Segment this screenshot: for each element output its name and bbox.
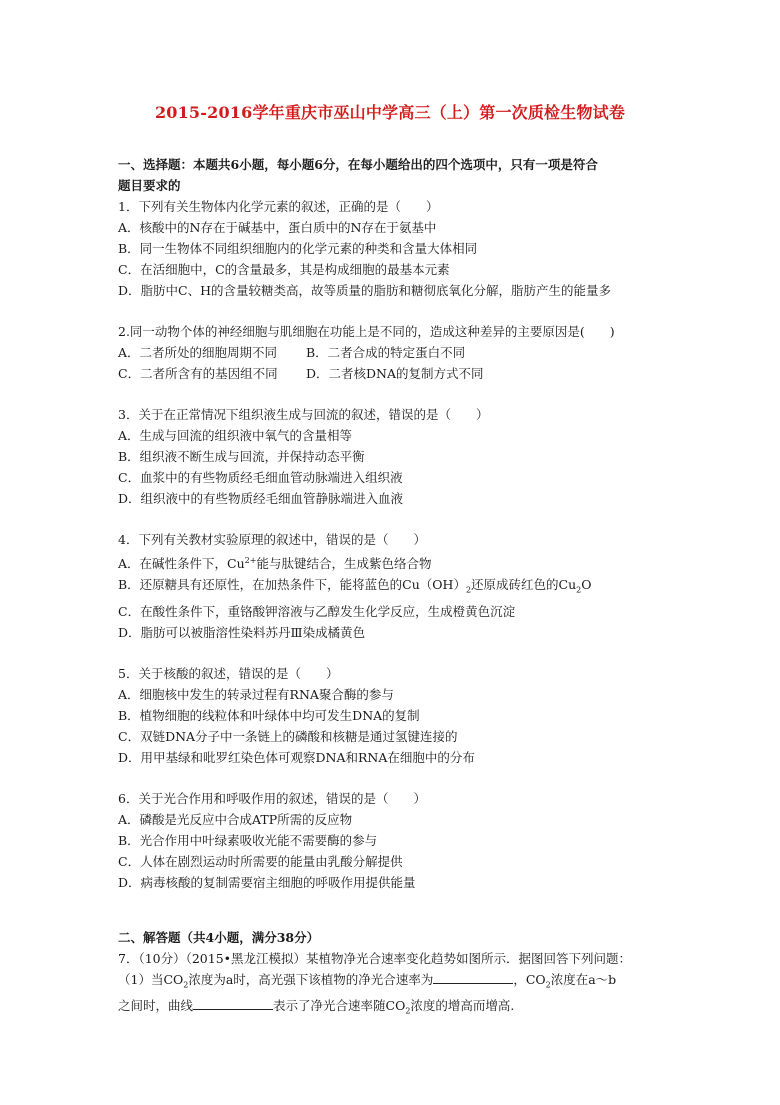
subscript: 2 bbox=[405, 1006, 411, 1016]
question-7-part1-text-d: 浓度在a～b bbox=[550, 971, 617, 987]
question-2-stem: 2.同一动物个体的神经细胞与肌细胞在功能上是不同的，造成这种差异的主要原因是( ) bbox=[118, 324, 615, 339]
question-2-options-row1 bbox=[118, 342, 678, 363]
question-3-option-b: B．组织液不断生成与回流，并保持动态平衡 bbox=[118, 449, 365, 464]
answer-blank[interactable] bbox=[193, 997, 273, 1010]
question-4-option-d: D．脂肪可以被脂溶性染料苏丹Ⅲ染成橘黄色 bbox=[118, 624, 366, 640]
question-7-part1 bbox=[118, 969, 678, 996]
question-5-option-a: A．细胞核中发生的转录过程有RNA聚合酶的参与 bbox=[118, 686, 394, 702]
subscript: 2 bbox=[576, 585, 582, 595]
question-7-part1-cont-text-c: 浓度的增高而增高. bbox=[410, 998, 515, 1014]
question-5-option-d: D．用甲基绿和吡罗红染色体可观察DNA和RNA在细胞中的分布 bbox=[118, 749, 475, 765]
question-7-part1-text-c: ，CO bbox=[513, 971, 546, 987]
question-2-option-b: B．二者合成的特定蛋白不同 bbox=[306, 345, 466, 360]
question-7-part1-cont-text-b: 表示了净光合速率随CO bbox=[273, 998, 406, 1014]
question-6-option-a: A．磷酸是光反应中合成ATP所需的反应物 bbox=[118, 811, 353, 827]
question-4-option-b-text-mid: 还原成砖红色的Cu bbox=[471, 577, 577, 593]
question-4 bbox=[118, 529, 678, 643]
question-2-options-row2 bbox=[118, 363, 678, 384]
question-1-option-d: D．脂肪中C、H的含量较糖类高，故等质量的脂肪和糖彻底氧化分解，脂肪产生的能量多 bbox=[118, 283, 611, 298]
exam-content bbox=[118, 154, 678, 1022]
question-5-option-c: C．双链DNA分子中一条链上的磷酸和核糖是通过氢键连接的 bbox=[118, 728, 458, 744]
question-4-option-a bbox=[118, 550, 678, 574]
question-3-stem: 3．关于在正常情况下组织液生成与回流的叙述，错误的是（ ） bbox=[118, 407, 489, 422]
question-4-option-a-text: A．在碱性条件下，Cu bbox=[118, 556, 245, 572]
charge-superscript: 2+ bbox=[244, 556, 257, 565]
section1-heading-line1: 一、选择题：本题共6小题，每小题6分，在每小题给出的四个选项中，只有一项是符合 bbox=[118, 157, 598, 172]
question-7-part1-cont-text: 之间时，曲线 bbox=[118, 998, 194, 1014]
question-4-option-b-text-end: O bbox=[581, 577, 592, 593]
answer-blank[interactable] bbox=[433, 971, 513, 984]
question-7 bbox=[118, 948, 678, 1022]
subscript: 2 bbox=[465, 585, 472, 595]
question-5 bbox=[118, 663, 678, 768]
page-title: 2015-2016学年重庆市巫山中学高三（上）第一次质检生物试卷 bbox=[154, 103, 626, 122]
question-4-stem: 4．下列有关教材实验原理的叙述中，错误的是（ ） bbox=[118, 532, 426, 547]
question-4-option-b bbox=[118, 574, 678, 601]
section1-heading bbox=[118, 154, 678, 196]
question-6-option-c: C．人体在剧烈运动时所需要的能量由乳酸分解提供 bbox=[118, 853, 403, 869]
section2-heading: 二、解答题（共4小题，满分38分） bbox=[118, 929, 320, 945]
question-6-option-b: B．光合作用中叶绿素吸收光能不需要酶的参与 bbox=[118, 832, 378, 848]
question-3-option-c: C．血浆中的有些物质经毛细血管动脉端进入组织液 bbox=[118, 470, 403, 485]
question-2-option-a: A．二者所处的细胞周期不同 bbox=[118, 345, 278, 360]
question-7-stem: 7．（10分）（2015•黑龙江模拟）某植物净光合速率变化趋势如图所示．据图回答下列问题： bbox=[118, 950, 632, 966]
question-7-part1-text-b: 浓度为a时，高光强下该植物的净光合速率为 bbox=[188, 971, 434, 987]
question-4-option-a-text-end: 能与肽键结合，生成紫色络合物 bbox=[256, 556, 432, 572]
question-2-option-d: D．二者核DNA的复制方式不同 bbox=[306, 366, 484, 381]
question-5-option-b: B．植物细胞的线粒体和叶绿体中均可发生DNA的复制 bbox=[118, 707, 420, 723]
question-1-option-b: B．同一生物体不同组织细胞内的化学元素的种类和含量大体相同 bbox=[118, 241, 478, 256]
question-3-option-d: D．组织液中的有些物质经毛细血管静脉端进入血液 bbox=[118, 491, 404, 506]
section1-heading-line2: 题目要求的 bbox=[118, 178, 181, 193]
question-4-option-b-text: B．还原糖具有还原性，在加热条件下，能将蓝色的Cu（OH） bbox=[118, 577, 466, 593]
question-6-option-d: D．病毒核酸的复制需要宿主细胞的呼吸作用提供能量 bbox=[118, 874, 416, 890]
question-7-part1-text: （1）当CO bbox=[118, 971, 184, 987]
question-1-option-c: C．在活细胞中，C的含量最多，其是构成细胞的最基本元素 bbox=[118, 262, 450, 277]
question-1 bbox=[118, 196, 678, 301]
question-2 bbox=[118, 321, 678, 384]
question-6-stem: 6．关于光合作用和呼吸作用的叙述，错误的是（ ） bbox=[118, 790, 426, 806]
question-3 bbox=[118, 404, 678, 509]
subscript: 2 bbox=[183, 980, 189, 990]
question-5-stem: 5．关于核酸的叙述，错误的是（ ） bbox=[118, 665, 339, 681]
question-3-option-a: A．生成与回流的组织液中氧气的含量相等 bbox=[118, 428, 353, 443]
question-4-option-c: C．在酸性条件下，重铬酸钾溶液与乙醇发生化学反应，生成橙黄色沉淀 bbox=[118, 603, 516, 619]
question-2-option-c: C．二者所含有的基因组不同 bbox=[118, 366, 278, 381]
question-1-stem: 1．下列有关生物体内化学元素的叙述，正确的是（ ） bbox=[118, 199, 439, 214]
question-7-part1-cont bbox=[118, 995, 678, 1022]
question-1-option-a: A．核酸中的N存在于碱基中，蛋白质中的N存在于氨基中 bbox=[118, 220, 437, 235]
subscript: 2 bbox=[545, 980, 551, 990]
question-6 bbox=[118, 788, 678, 893]
